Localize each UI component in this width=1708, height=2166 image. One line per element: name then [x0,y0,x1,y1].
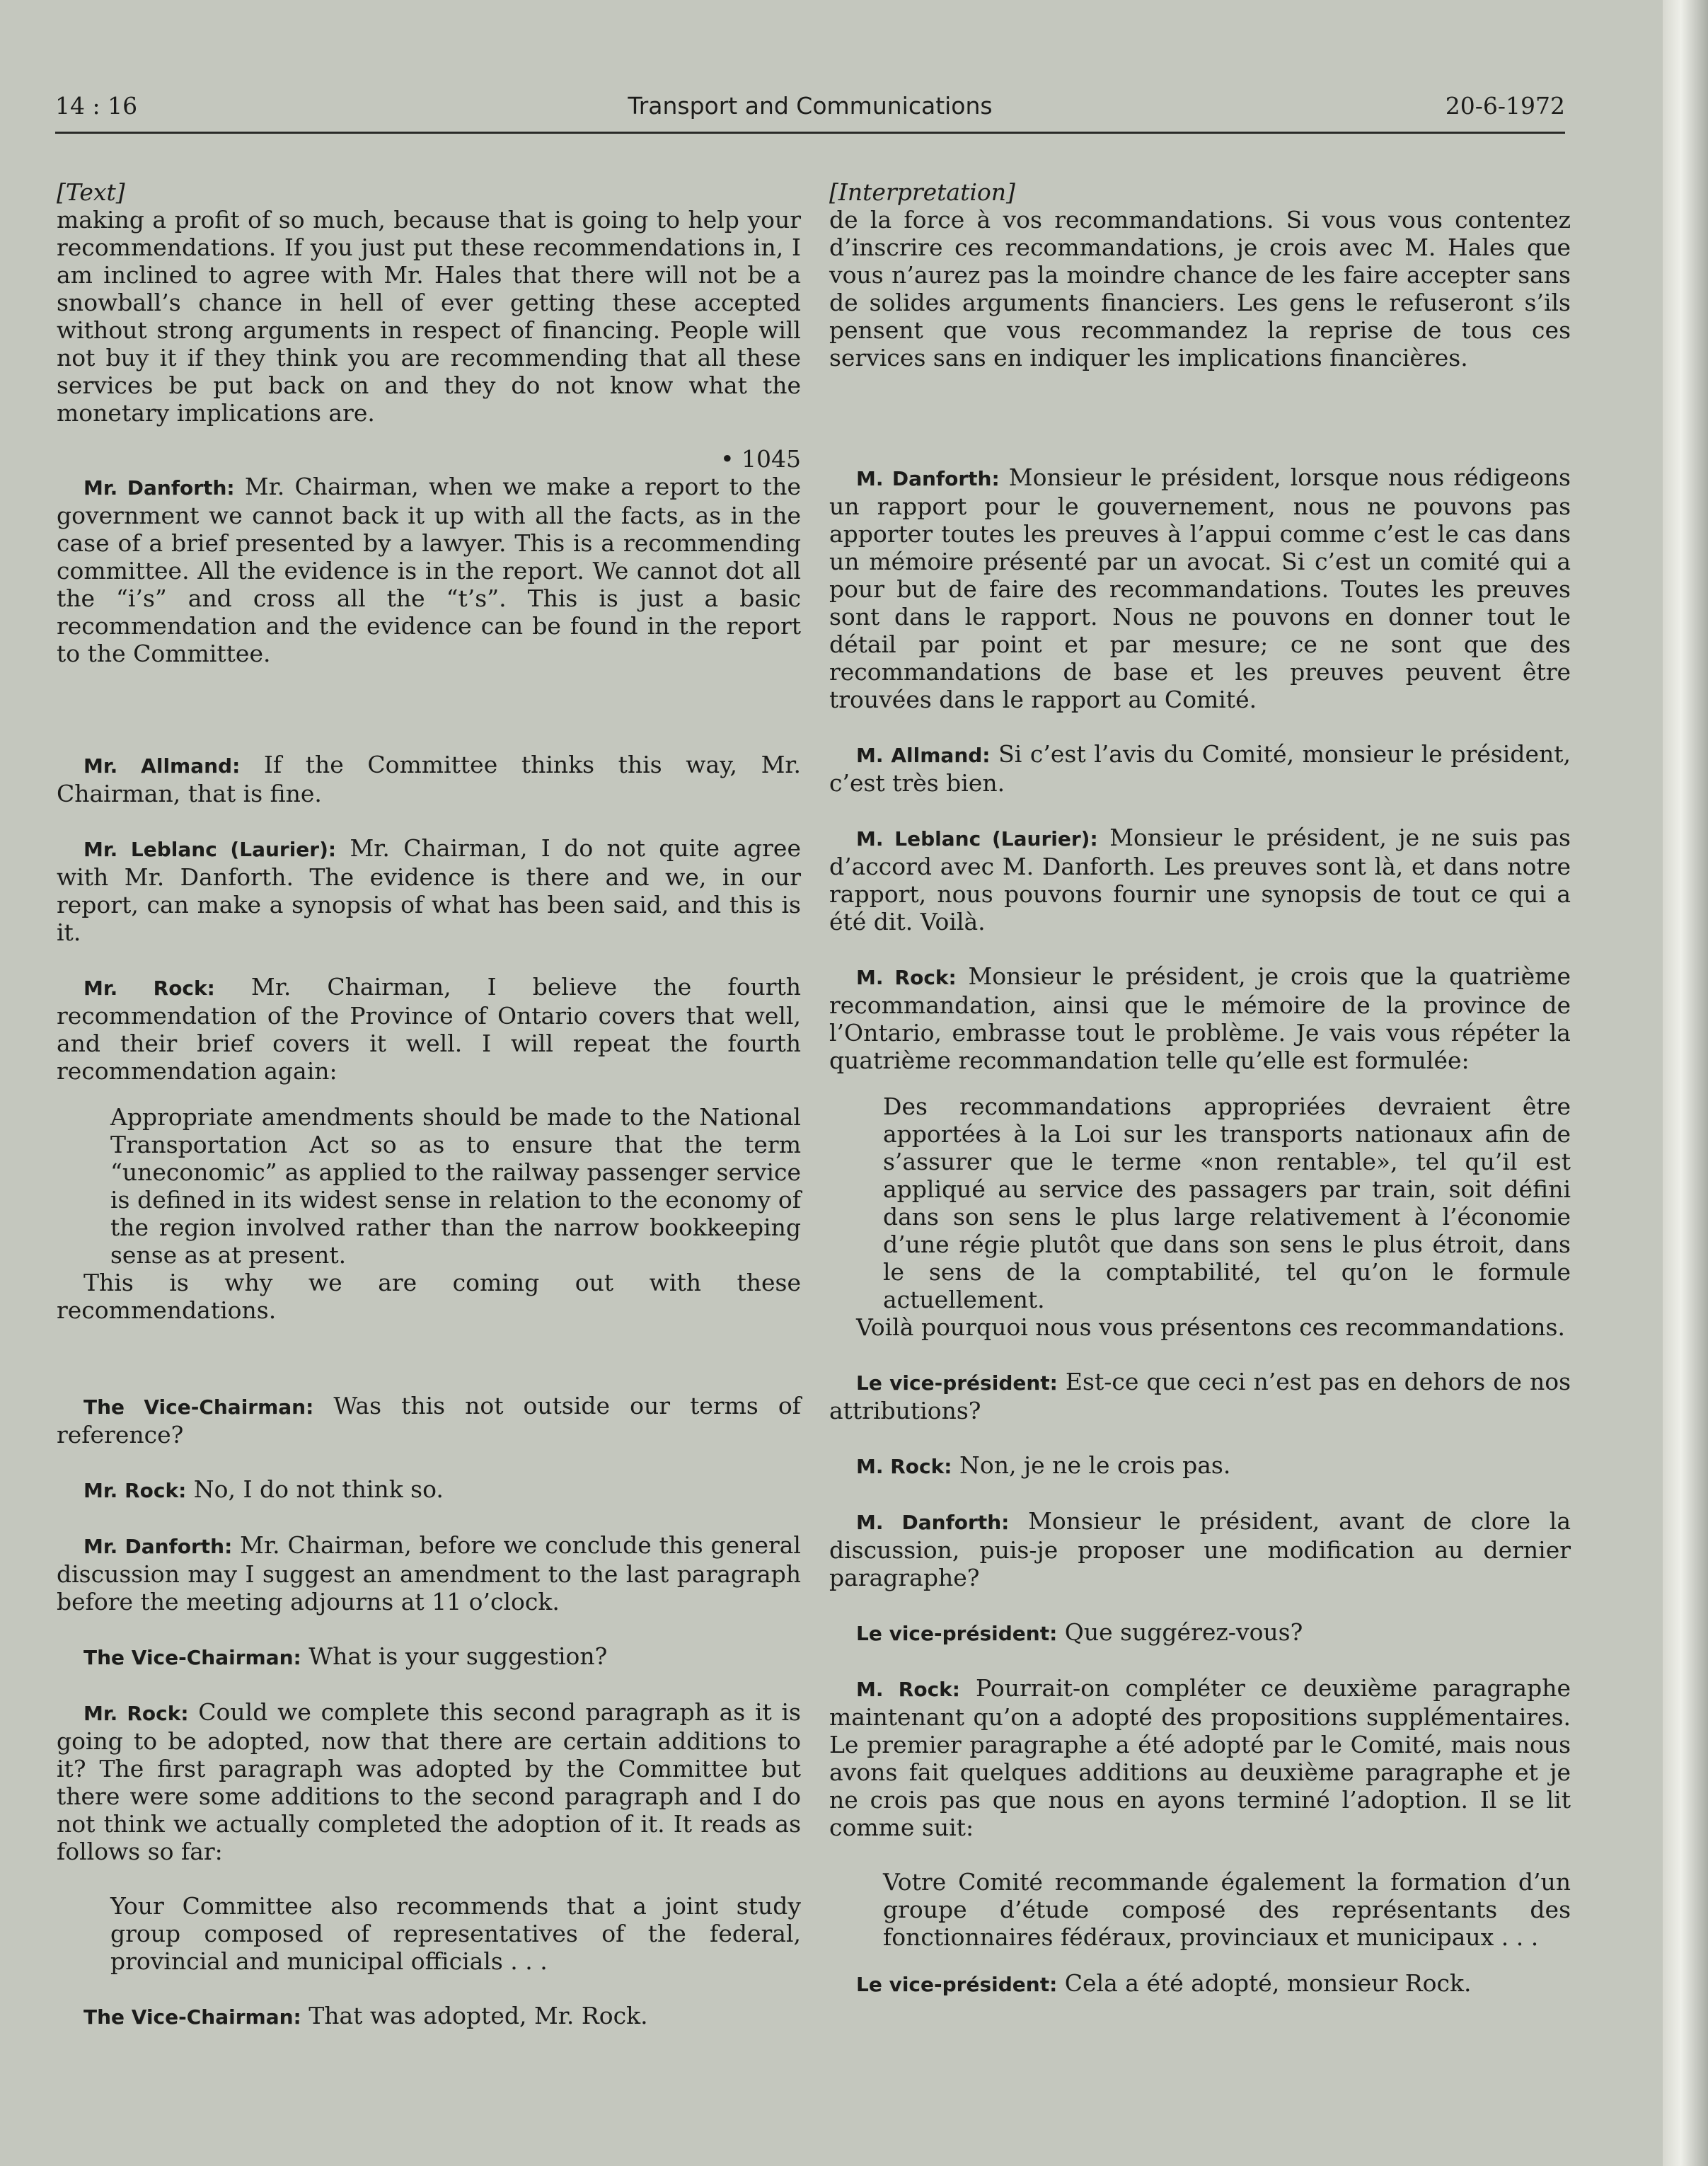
speech-text: Monsieur le président, je ne suis pas d’accord avec M. Danforth. Les preuves sont là, et dans notre rapport, nous pouvons fournir une synopsis de tout ce qui a été dit. Voilà. [829,824,1571,935]
speech-text: If the Committee thinks this way, Mr. Chairman, that is fine. [57,751,801,807]
speech [829,1451,1571,1480]
speech [829,962,1571,1074]
publication-title: Transport and Communications [628,92,993,120]
speaker: Mr. Danforth: [83,476,235,500]
speech [57,2002,801,2031]
speech-text: Pourrait-on compléter ce deuxième paragraphe maintenant qu’on a adopté des propositions supplémentaires. Le premier paragraphe a été adopté par le Comité, mais nous avons fait quelques additions au deuxième paragraphe et je ne crois pas que nous en ayons terminé l’adoption. Il se lit comme suit: [829,1674,1571,1841]
speech-text: What is your suggestion? [301,1642,608,1670]
page-edge [1663,0,1708,2166]
speech-text: Monsieur le président, lorsque nous rédigeons un rapport pour le gouvernement, nous ne pouvons pas apporter toutes les preuves à l’appui comme c’est le cas dans un mémoire présenté par un avocat. Si c’est un comité qui a pour but de faire des recommandations. Toutes les preuves sont dans le rapport. Nous ne pouvons en donner tout le détail par point et par mesure; ce ne sont que des recommandations de base et les preuves peuvent être trouvées dans le rapport au Comité. [829,463,1571,713]
paragraph: This is why we are coming out with these recommendations. [57,1269,801,1324]
speech [829,1674,1571,1841]
speech [57,473,801,667]
speech-text: Mr. Chairman, when we make a report to the government we cannot back it up with all the facts, as in the case of a brief presented by a lawyer. This is a recommending committee. All the evidence is in the report. We cannot dot all the “i’s” and cross all the “t’s”. This is just a basic recommendation and the evidence can be found in the report to the Committee. [57,473,801,667]
speech-text: Mr. Chairman, before we conclude this general discussion may I suggest an amendment to the last paragraph before the meeting adjourns at 11 o’clock. [57,1531,801,1615]
speech [57,1698,801,1865]
speaker: Mr. Rock: [83,1702,189,1725]
speech [57,1642,801,1671]
paragraph: de la force à vos recommandations. Si vous vous contentez d’inscrire ces recommandations, je crois avec M. Hales que vous n’aurez pas la moindre chance de les faire accepter sans de solides arguments financiers. Les gens le refuseront s’ils pensent que vous recommandez la reprise de tous ces services sans en indiquer les implications financières. [829,206,1571,371]
speaker: M. Allmand: [856,744,991,767]
speech [829,740,1571,797]
speech-text: Mr. Chairman, I do not quite agree with Mr. Danforth. The evidence is there and we, in our report, can make a synopsis of what has been said, and this is it. [57,834,801,946]
speaker: Mr. Rock: [83,1479,187,1502]
running-head [55,92,1565,134]
speech-text: No, I do not think so. [186,1475,444,1503]
block-quote: Votre Comité recommande également la formation d’un groupe d’étude composé des représentants des fonctionnaires fédéraux, provinciaux et municipaux . . . [883,1868,1571,1951]
speaker: Mr. Danforth: [83,1535,233,1558]
speech [57,834,801,946]
speech [57,1531,801,1615]
speaker: The Vice-Chairman: [83,1646,301,1669]
block-quote: Appropriate amendments should be made to the National Transportation Act so as to ensure that the term “uneconomic” as applied to the railway passenger service is defined in its widest sense in relation to the economy of the region involved rather than the narrow bookkeeping sense as at present. [110,1103,801,1269]
speaker: M. Danforth: [856,1511,1010,1534]
speech-text: Could we complete this second paragraph as it is going to be adopted, now that there are certain additions to it? The first paragraph was adopted by the Committee but there were some additions to the second paragraph and I do not think we actually completed the adoption of it. It reads as follows so far: [57,1698,801,1865]
speaker: Mr. Leblanc (Laurier): [83,838,337,861]
speech-text: Monsieur le président, avant de clore la discussion, puis-je proposer une modification au dernier paragraphe? [829,1507,1571,1591]
speaker: The Vice-Chairman: [83,1395,314,1419]
speech-text: Cela a été adopté, monsieur Rock. [1057,1969,1472,1997]
speech [57,973,801,1085]
french-column [829,178,1571,1998]
speaker: M. Danforth: [856,467,1000,490]
page-number: 14 : 16 [55,92,138,120]
speech-text: Non, je ne le crois pas. [952,1451,1231,1479]
speaker: Le vice-président: [856,1973,1058,1996]
english-column [57,178,801,2031]
speech [829,1969,1571,1998]
speaker: The Vice-Chairman: [83,2005,301,2029]
paragraph: Voilà pourquoi nous vous présentons ces recommandations. [856,1313,1565,1341]
speech [829,463,1571,713]
speech-text: Si c’est l’avis du Comité, monsieur le président, c’est très bien. [829,740,1571,797]
paragraph: making a profit of so much, because that is going to help your recommendations. If you just put these recommendations in, I am inclined to agree with Mr. Hales that there will not be a snowball’s chance in hell of ever getting these accepted without strong arguments in respect of financing. People will not buy it if they think you are recommending that all these services be put back on and they do not know what the monetary implications are. [57,206,801,427]
speaker: Le vice-président: [856,1622,1058,1645]
speech-text: Was this not outside our terms of reference? [57,1392,801,1448]
speaker: Mr. Rock: [83,977,215,1000]
issue-date: 20-6-1972 [1445,92,1565,120]
speech-text: Que suggérez-vous? [1057,1618,1303,1646]
speaker: M. Rock: [856,966,957,989]
block-quote: Your Committee also recommends that a joint study group composed of representatives of the federal, provincial and municipal officials . . . [110,1892,801,1975]
speech-text: Monsieur le président, je crois que la quatrième recommandation, ainsi que le mémoire de la province de l’Ontario, embrasse tout le problème. Je vais vous répéter la quatrième recommandation telle qu’elle est formulée: [829,962,1571,1074]
speaker: Mr. Allmand: [83,754,241,778]
text-label: [Text] [57,178,125,206]
speech [829,1368,1571,1424]
speech-text: Mr. Chairman, I believe the fourth recommendation of the Province of Ontario covers that well, and their brief covers it well. I will repeat the fourth recommendation again: [57,973,801,1085]
speech [57,1475,801,1504]
time-marker: • 1045 [720,445,801,473]
speech [57,1392,801,1448]
speaker: M. Rock: [856,1455,952,1478]
speech [829,1618,1571,1647]
block-quote: Des recommandations appropriées devraient être apportées à la Loi sur les transports nationaux afin de s’assurer que le terme «non rentable», tel qu’il est appliqué au service des passagers par train, soit défini dans son sens le plus large relativement à l’économie d’une régie plutôt que dans son sens le plus étroit, dans le sens de la comptabilité, tel qu’on le formule actuellement. [883,1093,1571,1313]
speech [829,824,1571,935]
speaker: Le vice-président: [856,1371,1058,1395]
speaker: M. Rock: [856,1678,960,1701]
speech [57,751,801,807]
speaker: M. Leblanc (Laurier): [856,827,1098,851]
speech [829,1507,1571,1591]
speech-text: That was adopted, Mr. Rock. [301,2002,648,2029]
interpretation-label: [Interpretation] [829,178,1015,206]
speech-text: Est-ce que ceci n’est pas en dehors de nos attributions? [829,1368,1571,1424]
